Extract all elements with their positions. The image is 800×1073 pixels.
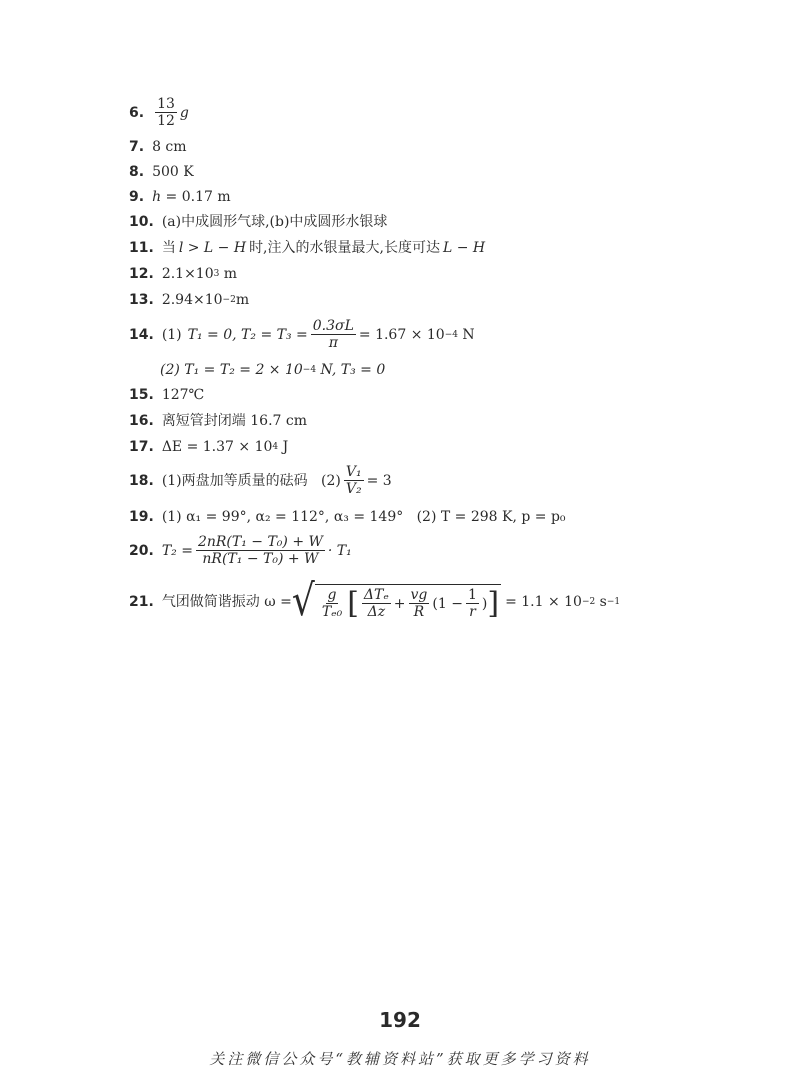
answer-text: 8 cm	[152, 139, 187, 155]
fraction-numerator: 0.3σL	[312, 318, 354, 334]
exponent: −2	[581, 597, 596, 607]
right-bracket: ]	[487, 585, 500, 621]
answer-8	[129, 163, 194, 181]
result: = 1.67 × 10	[358, 326, 445, 343]
unit: m	[219, 266, 238, 282]
expression: )	[481, 595, 488, 612]
value-base: 2.1×10	[161, 266, 214, 282]
unit: s	[595, 594, 607, 610]
equation: · T₁	[327, 542, 352, 559]
fraction-numerator: 1	[467, 587, 477, 603]
variable: h	[152, 189, 162, 205]
exponent: 3	[213, 269, 220, 279]
left-bracket: [	[347, 585, 359, 621]
answer-19	[129, 508, 566, 526]
answer-11	[129, 239, 485, 257]
radical-sign: √	[291, 576, 315, 626]
answer-text: 气团做简谐振动 ω =	[161, 594, 292, 610]
answer-number: 10.	[129, 214, 154, 230]
part-label: (1)	[161, 326, 182, 343]
answer-20	[129, 534, 352, 567]
answer-number: 15.	[129, 387, 154, 403]
result: = 1.1 × 10	[505, 594, 582, 610]
answer-14-part-2	[160, 361, 385, 379]
answer-6	[129, 96, 189, 129]
answer-text: = 0.17 m	[161, 189, 231, 205]
answer-text: 当	[161, 240, 176, 256]
answer-number: 12.	[129, 266, 154, 282]
operator: +	[393, 595, 406, 612]
fraction-denominator: Δz	[367, 604, 386, 620]
answer-10	[129, 213, 387, 231]
fraction	[409, 587, 430, 620]
fraction	[196, 534, 325, 567]
unit: J	[278, 439, 289, 455]
answer-13	[129, 291, 249, 309]
fraction	[466, 587, 479, 620]
answer-15	[129, 386, 204, 404]
fraction	[344, 464, 364, 497]
fraction-numerator: g	[327, 587, 337, 603]
fraction-denominator: Tₑ₀	[321, 604, 343, 620]
fraction-denominator: nR(T₁ − T₀) + W	[202, 551, 319, 567]
answer-text: (1)两盘加等质量的砝码 (2)	[161, 472, 341, 489]
fraction	[320, 587, 344, 620]
length-expression: L − H	[442, 240, 486, 256]
answer-14	[129, 318, 475, 351]
unit: N	[457, 326, 475, 343]
variable: g	[179, 104, 189, 121]
answer-17	[129, 438, 288, 456]
answer-number: 9.	[129, 189, 145, 205]
answer-number: 18.	[129, 472, 154, 489]
answer-9	[129, 188, 231, 206]
value-base: 2.94×10	[161, 292, 223, 308]
answer-text: = 3	[366, 472, 392, 489]
answer-number: 20.	[129, 542, 154, 559]
answer-text: 127℃	[161, 387, 205, 403]
unit-exponent: −1	[606, 597, 621, 607]
value-base: ΔE = 1.37 × 10	[161, 439, 273, 455]
answer-text: 时,注入的水银量最大,长度可达	[249, 240, 440, 256]
square-root	[291, 576, 501, 626]
equation: T₁ = 0, T₂ = T₃ =	[187, 326, 308, 343]
answer-text: (a)中成圆形气球,(b)中成圆形水银球	[161, 214, 388, 230]
answer-number: 17.	[129, 439, 154, 455]
fraction	[155, 96, 177, 129]
fraction-numerator: V₁	[345, 464, 362, 480]
answer-number: 6.	[129, 104, 145, 121]
fraction	[311, 318, 356, 351]
equation: N, T₃ = 0	[316, 362, 386, 378]
expression: (1 −	[432, 595, 463, 612]
answer-text: 离短管封闭端 16.7 cm	[161, 413, 308, 429]
answer-number: 13.	[129, 292, 154, 308]
answer-16	[129, 412, 307, 430]
answer-number: 19.	[129, 509, 154, 525]
fraction-denominator: V₂	[345, 481, 362, 497]
equation: (2) T₁ = T₂ = 2 × 10	[160, 362, 303, 378]
radicand	[315, 584, 501, 620]
exponent: −4	[444, 329, 458, 340]
answer-21	[129, 576, 621, 626]
answer-18	[129, 464, 392, 497]
fraction-numerator: 13	[157, 96, 175, 112]
answer-7	[129, 138, 187, 156]
answer-text: (1) α₁ = 99°, α₂ = 112°, α₃ = 149° (2) T = 298 K, p = p₀	[161, 509, 566, 525]
exponent: −4	[302, 365, 317, 375]
page-number: 192	[379, 1008, 421, 1032]
exponent: 4	[272, 442, 279, 452]
answer-text: 500 K	[152, 164, 194, 180]
answer-number: 21.	[129, 594, 154, 610]
answer-number: 8.	[129, 164, 145, 180]
answer-number: 11.	[129, 240, 154, 256]
answer-number: 14.	[129, 326, 154, 343]
fraction-denominator: 12	[157, 113, 175, 129]
fraction-numerator: ΔTₑ	[363, 587, 389, 603]
fraction-denominator: r	[469, 604, 476, 620]
unit: m	[235, 292, 250, 308]
fraction-numerator: 2nR(T₁ − T₀) + W	[197, 534, 323, 550]
fraction-denominator: π	[328, 335, 338, 351]
fraction-numerator: vg	[410, 587, 428, 603]
fraction	[362, 587, 391, 620]
answer-number: 7.	[129, 139, 145, 155]
answer-number: 16.	[129, 413, 154, 429]
equation: T₂ =	[161, 542, 193, 559]
fraction-denominator: R	[413, 604, 425, 620]
exponent: −2	[222, 295, 236, 305]
condition-expression: l > L − H	[178, 240, 247, 256]
answer-12	[129, 265, 237, 283]
footer-note: 关注微信公众号“教辅资料站”获取更多学习资料	[209, 1050, 591, 1068]
